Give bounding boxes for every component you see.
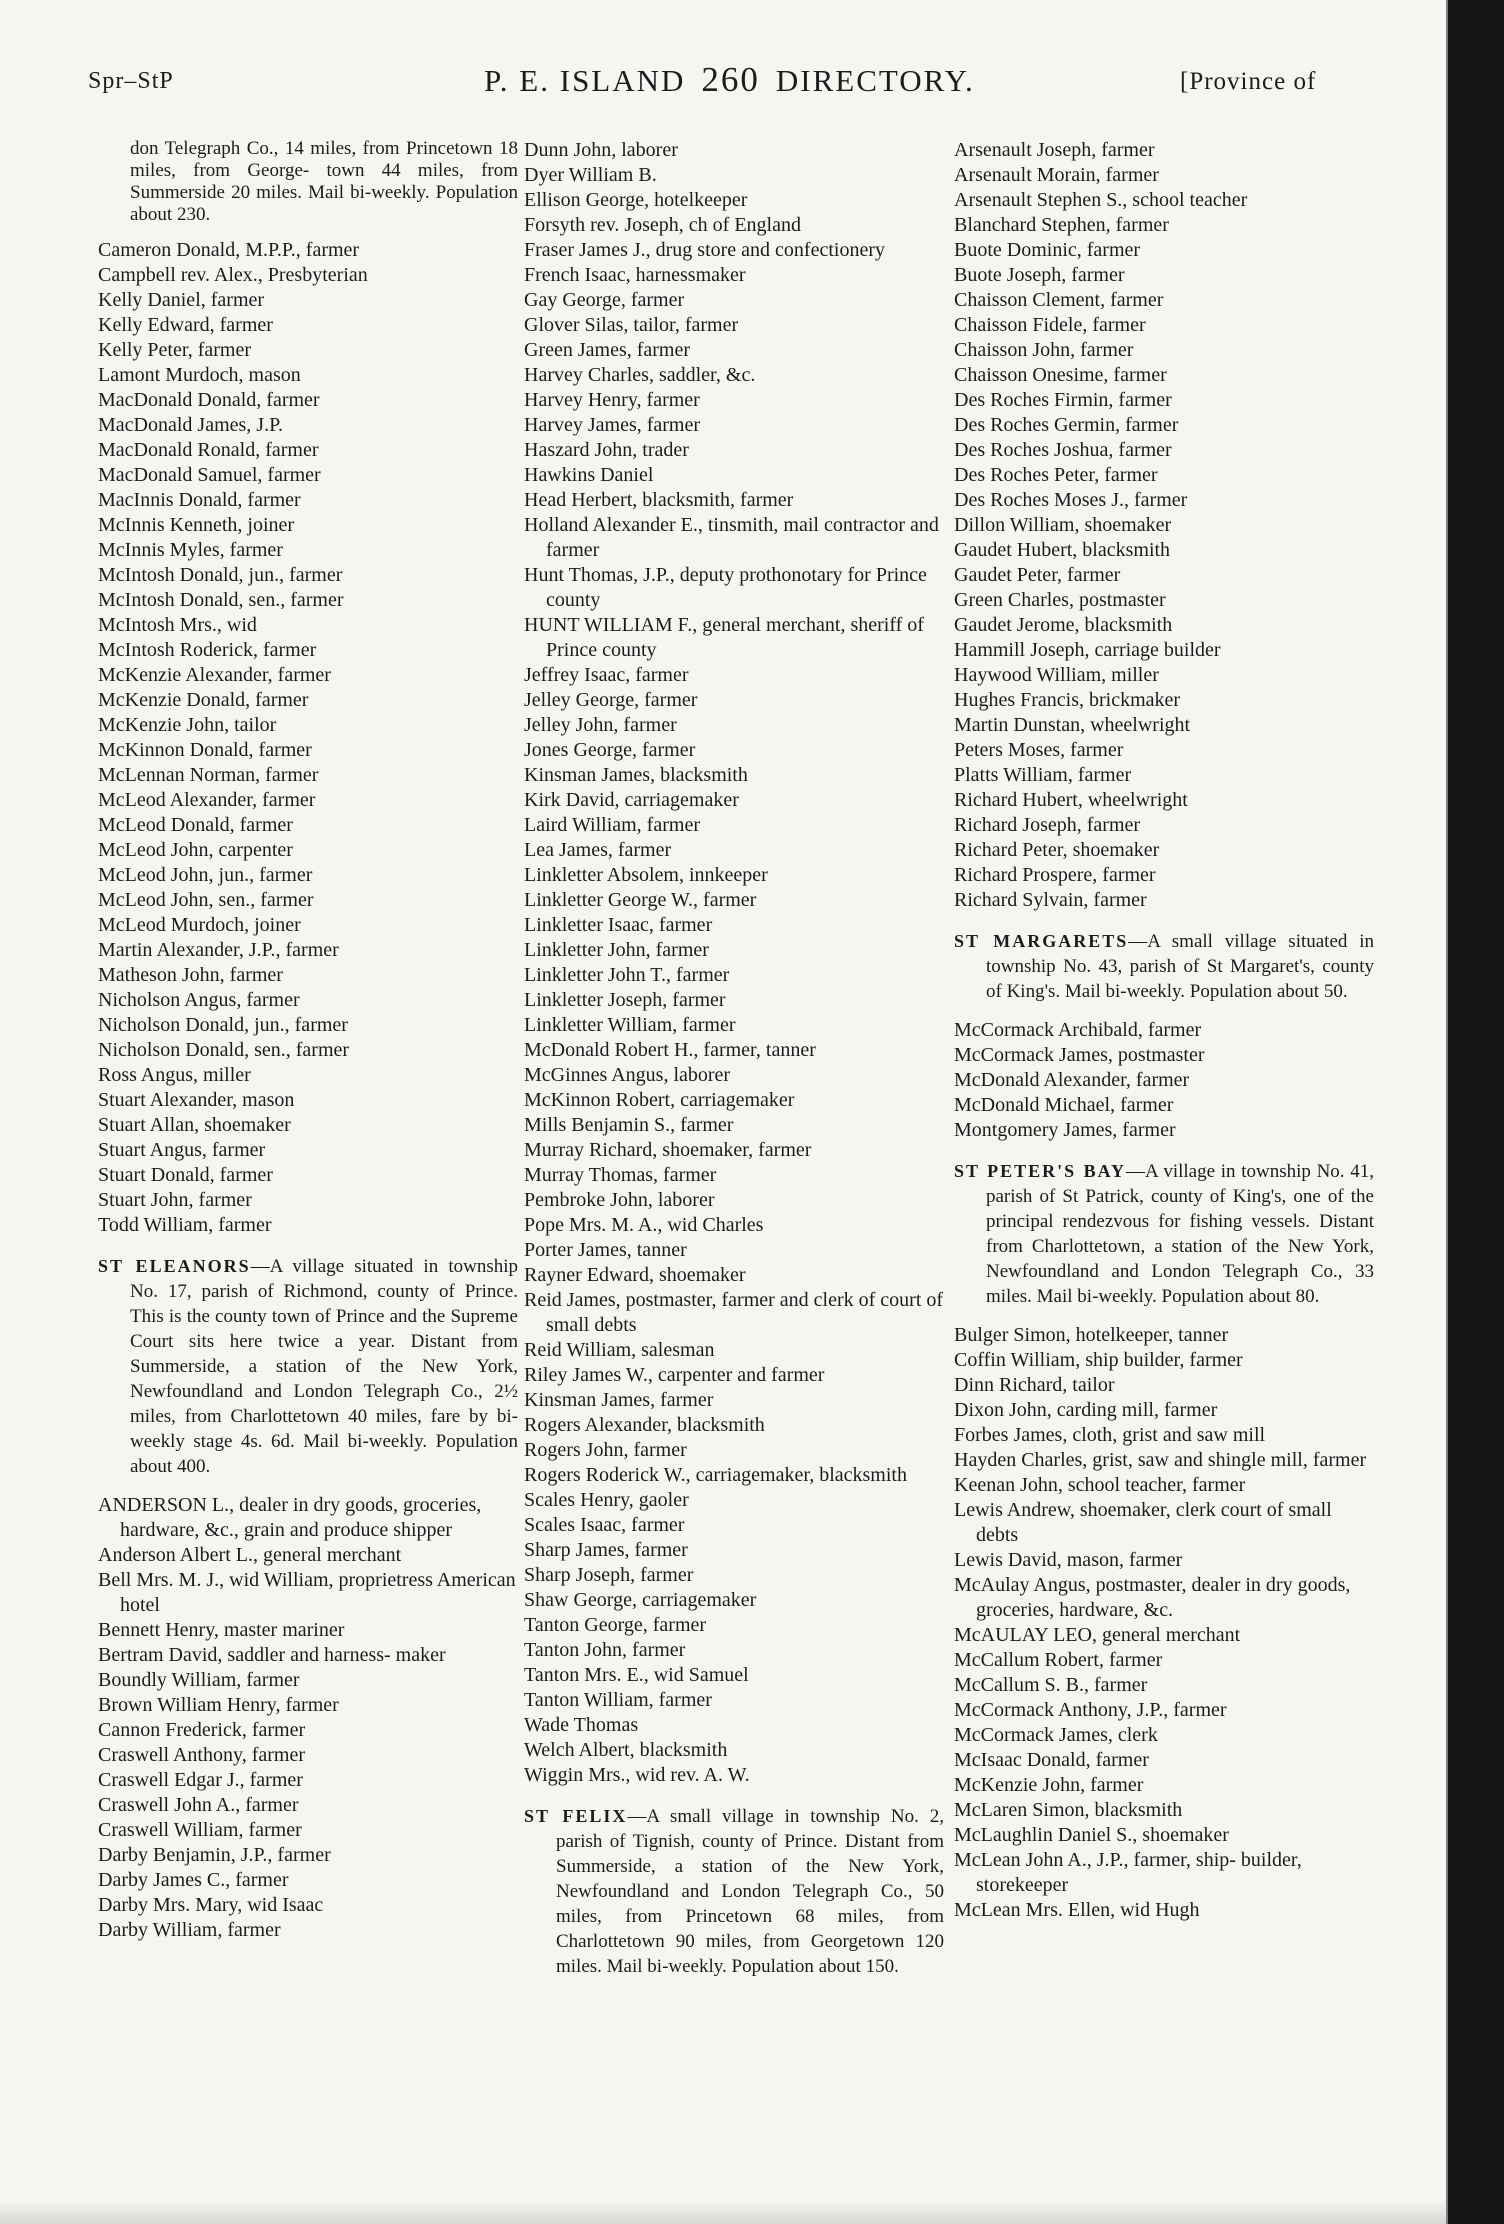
directory-entry: Chaisson Clement, farmer bbox=[954, 289, 1164, 311]
village-name: ST MARGARETS bbox=[954, 931, 1129, 951]
scan-border bbox=[1448, 0, 1504, 2224]
directory-entry: Stuart Angus, farmer bbox=[98, 1139, 266, 1161]
directory-entry: Arsenault Morain, farmer bbox=[954, 164, 1159, 186]
directory-entry: McIsaac Donald, farmer bbox=[954, 1749, 1149, 1771]
directory-entry: Forbes James, cloth, grist and saw mill bbox=[954, 1424, 1266, 1446]
directory-entry: McKinnon Robert, carriagemaker bbox=[524, 1089, 795, 1111]
directory-entry: McCormack James, clerk bbox=[954, 1724, 1158, 1746]
directory-entry: Hayden Charles, grist, saw and shingle mill, farmer bbox=[954, 1449, 1367, 1471]
directory-entry: Reid James, postmaster, farmer and clerk of court of small debts bbox=[524, 1289, 944, 1336]
directory-entry: Stuart Alexander, mason bbox=[98, 1089, 295, 1111]
directory-entry: Rogers Roderick W., carriagemaker, blacksmith bbox=[524, 1464, 907, 1486]
directory-entry: Welch Albert, blacksmith bbox=[524, 1739, 728, 1761]
directory-entry: Coffin William, ship builder, farmer bbox=[954, 1349, 1243, 1371]
directory-entry: Brown William Henry, farmer bbox=[98, 1694, 339, 1716]
directory-entry: McLeod Donald, farmer bbox=[98, 814, 293, 836]
directory-entry: McAULAY LEO, general merchant bbox=[954, 1624, 1241, 1646]
village-heading-st-felix bbox=[524, 1804, 944, 1979]
directory-entry: Linkletter John, farmer bbox=[524, 939, 709, 961]
directory-entry: Linkletter Joseph, farmer bbox=[524, 989, 726, 1011]
page-bottom-shadow bbox=[0, 2200, 1448, 2224]
directory-entry: Jones George, farmer bbox=[524, 739, 696, 761]
entry-list bbox=[98, 238, 518, 1238]
directory-entry: Nicholson Angus, farmer bbox=[98, 989, 300, 1011]
header-title bbox=[484, 60, 975, 100]
header-section-range: Spr–StP bbox=[88, 68, 174, 94]
directory-entry: Gaudet Jerome, blacksmith bbox=[954, 614, 1173, 636]
directory-entry: Haywood William, miller bbox=[954, 664, 1159, 686]
column-1 bbox=[98, 138, 518, 1943]
directory-entry: Blanchard Stephen, farmer bbox=[954, 214, 1169, 236]
directory-entry: Harvey Henry, farmer bbox=[524, 389, 700, 411]
directory-entry: Tanton Mrs. E., wid Samuel bbox=[524, 1664, 749, 1686]
directory-entry: Rayner Edward, shoemaker bbox=[524, 1264, 746, 1286]
directory-entry: ANDERSON L., dealer in dry goods, groceries, hardware, &c., grain and produce shipper bbox=[98, 1494, 482, 1541]
directory-entry: Linkletter William, farmer bbox=[524, 1014, 736, 1036]
directory-entry: Pembroke John, laborer bbox=[524, 1189, 715, 1211]
directory-entry: McLeod John, sen., farmer bbox=[98, 889, 314, 911]
directory-entry: Stuart John, farmer bbox=[98, 1189, 252, 1211]
directory-entry: Kelly Peter, farmer bbox=[98, 339, 252, 361]
directory-entry: McLaren Simon, blacksmith bbox=[954, 1799, 1183, 1821]
directory-entry: Lea James, farmer bbox=[524, 839, 672, 861]
directory-entry: McKenzie John, farmer bbox=[954, 1774, 1144, 1796]
directory-entry: Kinsman James, blacksmith bbox=[524, 764, 748, 786]
directory-entry: Sharp Joseph, farmer bbox=[524, 1564, 694, 1586]
directory-entry: Holland Alexander E., tinsmith, mail contractor and farmer bbox=[524, 514, 939, 561]
directory-entry: Linkletter George W., farmer bbox=[524, 889, 757, 911]
directory-entry: Richard Peter, shoemaker bbox=[954, 839, 1160, 861]
directory-entry: McIntosh Mrs., wid bbox=[98, 614, 257, 636]
directory-entry: Martin Dunstan, wheelwright bbox=[954, 714, 1191, 736]
directory-entry: MacInnis Donald, farmer bbox=[98, 489, 301, 511]
directory-entry: Wiggin Mrs., wid rev. A. W. bbox=[524, 1764, 750, 1786]
directory-entry: McCormack Anthony, J.P., farmer bbox=[954, 1699, 1227, 1721]
village-description: —A village in township No. 41, parish of St Patrick, county of King's, one of the principal rendezvous for fishing vessels. Distant from Charlottetown, a station of the New York, Newfoundland and London Telegraph Co., 33 miles. Mail bi-weekly. Population about 80. bbox=[986, 1161, 1374, 1307]
directory-entry: Hammill Joseph, carriage builder bbox=[954, 639, 1221, 661]
directory-entry: Todd William, farmer bbox=[98, 1214, 272, 1236]
entry-list bbox=[954, 1323, 1374, 1923]
directory-entry: Lamont Murdoch, mason bbox=[98, 364, 301, 386]
directory-entry: McKenzie Alexander, farmer bbox=[98, 664, 331, 686]
directory-entry: McIntosh Donald, sen., farmer bbox=[98, 589, 344, 611]
directory-entry: Cameron Donald, M.P.P., farmer bbox=[98, 239, 360, 261]
directory-entry: Richard Prospere, farmer bbox=[954, 864, 1156, 886]
directory-entry: McCormack Archibald, farmer bbox=[954, 1019, 1202, 1041]
directory-entry: Gay George, farmer bbox=[524, 289, 685, 311]
directory-entry: Buote Dominic, farmer bbox=[954, 239, 1141, 261]
directory-entry: Chaisson John, farmer bbox=[954, 339, 1134, 361]
directory-entry: Jeffrey Isaac, farmer bbox=[524, 664, 689, 686]
directory-entry: Dinn Richard, tailor bbox=[954, 1374, 1115, 1396]
directory-entry: McInnis Kenneth, joiner bbox=[98, 514, 295, 536]
directory-entry: Sharp James, farmer bbox=[524, 1539, 688, 1561]
directory-entry: MacDonald Ronald, farmer bbox=[98, 439, 319, 461]
directory-entry: Richard Joseph, farmer bbox=[954, 814, 1141, 836]
directory-entry: MacDonald Samuel, farmer bbox=[98, 464, 321, 486]
directory-entry: Matheson John, farmer bbox=[98, 964, 283, 986]
directory-entry: Kelly Daniel, farmer bbox=[98, 289, 265, 311]
directory-entry: Murray Richard, shoemaker, farmer bbox=[524, 1139, 812, 1161]
directory-entry: Lewis Andrew, shoemaker, clerk court of small debts bbox=[954, 1499, 1332, 1546]
directory-entry: Martin Alexander, J.P., farmer bbox=[98, 939, 339, 961]
directory-entry: Boundly William, farmer bbox=[98, 1669, 300, 1691]
directory-entry: Shaw George, carriagemaker bbox=[524, 1589, 757, 1611]
village-heading-st-eleanors bbox=[98, 1254, 518, 1479]
directory-entry: Kinsman James, farmer bbox=[524, 1389, 714, 1411]
running-header bbox=[88, 60, 1368, 116]
directory-entry: Stuart Donald, farmer bbox=[98, 1164, 273, 1186]
directory-entry: Glover Silas, tailor, farmer bbox=[524, 314, 739, 336]
directory-entry: Peters Moses, farmer bbox=[954, 739, 1124, 761]
directory-entry: Gaudet Hubert, blacksmith bbox=[954, 539, 1171, 561]
directory-entry: Gaudet Peter, farmer bbox=[954, 564, 1121, 586]
directory-entry: Bertram David, saddler and harness- maker bbox=[98, 1644, 446, 1666]
directory-entry: Des Roches Moses J., farmer bbox=[954, 489, 1188, 511]
directory-entry: Tanton John, farmer bbox=[524, 1639, 686, 1661]
directory-entry: McKenzie Donald, farmer bbox=[98, 689, 309, 711]
directory-entry: Head Herbert, blacksmith, farmer bbox=[524, 489, 794, 511]
village-description: —A village situated in township No. 17, parish of Richmond, county of Prince. This is the county town of Prince and the Supreme Court sits here twice a year. Distant from Summerside, a station of the New York, Newfoundland and London Telegraph Co., 2½ miles, from Charlottetown 40 miles, fare by bi-weekly stage 4s. 6d. Mail bi-weekly. Population about 400. bbox=[130, 1256, 518, 1477]
directory-entry: Forsyth rev. Joseph, ch of England bbox=[524, 214, 801, 236]
village-name: ST ELEANORS bbox=[98, 1256, 251, 1276]
entry-list bbox=[954, 1018, 1374, 1143]
directory-entry: Porter James, tanner bbox=[524, 1239, 687, 1261]
directory-entry: Des Roches Peter, farmer bbox=[954, 464, 1158, 486]
directory-entry: Tanton George, farmer bbox=[524, 1614, 707, 1636]
directory-entry: Chaisson Fidele, farmer bbox=[954, 314, 1146, 336]
directory-entry: MacDonald James, J.P. bbox=[98, 414, 283, 436]
header-title-right: DIRECTORY. bbox=[775, 63, 975, 98]
directory-entry: Dyer William B. bbox=[524, 164, 657, 186]
directory-entry: Riley James W., carpenter and farmer bbox=[524, 1364, 825, 1386]
directory-entry: McDonald Robert H., farmer, tanner bbox=[524, 1039, 816, 1061]
directory-entry: Des Roches Germin, farmer bbox=[954, 414, 1179, 436]
directory-entry: Fraser James J., drug store and confectionery bbox=[524, 239, 885, 261]
continued-village-description: don Telegraph Co., 14 miles, from Princetown 18 miles, from George- town 44 miles, from Summerside 20 miles. Mail bi-weekly. Population about 230. bbox=[130, 138, 518, 225]
directory-entry: Linkletter Absolem, innkeeper bbox=[524, 864, 768, 886]
directory-entry: Dixon John, carding mill, farmer bbox=[954, 1399, 1218, 1421]
directory-entry: Darby William, farmer bbox=[98, 1919, 281, 1941]
directory-entry: Buote Joseph, farmer bbox=[954, 264, 1125, 286]
directory-entry: Richard Sylvain, farmer bbox=[954, 889, 1147, 911]
village-name: ST PETER'S BAY bbox=[954, 1161, 1126, 1181]
directory-entry: Craswell William, farmer bbox=[98, 1819, 302, 1841]
directory-entry: Campbell rev. Alex., Presbyterian bbox=[98, 264, 368, 286]
directory-entry: Chaisson Onesime, farmer bbox=[954, 364, 1167, 386]
directory-entry: Murray Thomas, farmer bbox=[524, 1164, 717, 1186]
directory-entry: Platts William, farmer bbox=[954, 764, 1132, 786]
directory-entry: Craswell Edgar J., farmer bbox=[98, 1769, 303, 1791]
directory-entry: McLeod John, jun., farmer bbox=[98, 864, 313, 886]
directory-entry: McCallum Robert, farmer bbox=[954, 1649, 1163, 1671]
directory-entry: McLeod Alexander, farmer bbox=[98, 789, 316, 811]
directory-entry: McLean John A., J.P., farmer, ship- builder, storekeeper bbox=[954, 1849, 1302, 1896]
village-name: ST FELIX bbox=[524, 1806, 628, 1826]
directory-entry: MacDonald Donald, farmer bbox=[98, 389, 320, 411]
directory-entry: Hunt Thomas, J.P., deputy prothonotary for Prince county bbox=[524, 564, 927, 611]
directory-entry: Laird William, farmer bbox=[524, 814, 700, 836]
directory-entry: Keenan John, school teacher, farmer bbox=[954, 1474, 1246, 1496]
directory-entry: Richard Hubert, wheelwright bbox=[954, 789, 1188, 811]
directory-entry: McGinnes Angus, laborer bbox=[524, 1064, 731, 1086]
entry-list bbox=[98, 1493, 518, 1943]
directory-entry: Anderson Albert L., general merchant bbox=[98, 1544, 402, 1566]
directory-entry: Montgomery James, farmer bbox=[954, 1119, 1176, 1141]
directory-entry: Harvey Charles, saddler, &c. bbox=[524, 364, 756, 386]
directory-entry: Harvey James, farmer bbox=[524, 414, 701, 436]
directory-entry: McLean Mrs. Ellen, wid Hugh bbox=[954, 1899, 1200, 1921]
directory-entry: McLennan Norman, farmer bbox=[98, 764, 319, 786]
directory-entry: Darby Mrs. Mary, wid Isaac bbox=[98, 1894, 324, 1916]
directory-entry: McInnis Myles, farmer bbox=[98, 539, 283, 561]
column-3 bbox=[954, 138, 1374, 1923]
directory-entry: Wade Thomas bbox=[524, 1714, 639, 1736]
directory-entry: HUNT WILLIAM F., general merchant, sheriff of Prince county bbox=[524, 614, 924, 661]
directory-entry: McIntosh Donald, jun., farmer bbox=[98, 564, 343, 586]
directory-entry: Arsenault Stephen S., school teacher bbox=[954, 189, 1248, 211]
directory-entry: Stuart Allan, shoemaker bbox=[98, 1114, 291, 1136]
directory-entry: Nicholson Donald, sen., farmer bbox=[98, 1039, 350, 1061]
directory-entry: Cannon Frederick, farmer bbox=[98, 1719, 306, 1741]
directory-entry: Bulger Simon, hotelkeeper, tanner bbox=[954, 1324, 1229, 1346]
directory-entry: Lewis David, mason, farmer bbox=[954, 1549, 1183, 1571]
directory-entry: Des Roches Joshua, farmer bbox=[954, 439, 1172, 461]
directory-entry: Bennett Henry, master mariner bbox=[98, 1619, 345, 1641]
village-heading-st-margarets bbox=[954, 929, 1374, 1004]
directory-entry: Dunn John, laborer bbox=[524, 139, 678, 161]
directory-entry: Scales Henry, gaoler bbox=[524, 1489, 689, 1511]
directory-entry: Hawkins Daniel bbox=[524, 464, 654, 486]
directory-entry: Dillon William, shoemaker bbox=[954, 514, 1172, 536]
header-province: [Province of bbox=[1180, 68, 1317, 95]
directory-entry: Reid William, salesman bbox=[524, 1339, 715, 1361]
directory-entry: Bell Mrs. M. J., wid William, proprietress American hotel bbox=[98, 1569, 516, 1616]
village-heading-st-peters-bay bbox=[954, 1159, 1374, 1309]
column-2 bbox=[524, 138, 944, 1993]
page-number: 260 bbox=[701, 60, 760, 99]
directory-entry: Craswell Anthony, farmer bbox=[98, 1744, 305, 1766]
directory-entry: Scales Isaac, farmer bbox=[524, 1514, 685, 1536]
directory-entry: Jelley George, farmer bbox=[524, 689, 698, 711]
directory-entry: McKinnon Donald, farmer bbox=[98, 739, 312, 761]
directory-entry: Rogers John, farmer bbox=[524, 1439, 687, 1461]
entry-list bbox=[524, 138, 944, 1788]
directory-entry: McLaughlin Daniel S., shoemaker bbox=[954, 1824, 1229, 1846]
village-description: —A small village situated in township No. 43, parish of St Margaret's, county of King's. Mail bi-weekly. Population about 50. bbox=[986, 931, 1374, 1002]
directory-entry: Ellison George, hotelkeeper bbox=[524, 189, 748, 211]
directory-entry: McDonald Michael, farmer bbox=[954, 1094, 1174, 1116]
directory-entry: Rogers Alexander, blacksmith bbox=[524, 1414, 765, 1436]
directory-entry: Ross Angus, miller bbox=[98, 1064, 251, 1086]
directory-entry: Linkletter Isaac, farmer bbox=[524, 914, 713, 936]
directory-entry: Kirk David, carriagemaker bbox=[524, 789, 739, 811]
directory-entry: Pope Mrs. M. A., wid Charles bbox=[524, 1214, 764, 1236]
directory-entry: Tanton William, farmer bbox=[524, 1689, 712, 1711]
directory-entry: McLeod Murdoch, joiner bbox=[98, 914, 301, 936]
directory-entry: Haszard John, trader bbox=[524, 439, 689, 461]
directory-entry: Nicholson Donald, jun., farmer bbox=[98, 1014, 348, 1036]
directory-entry: McIntosh Roderick, farmer bbox=[98, 639, 317, 661]
directory-entry: Des Roches Firmin, farmer bbox=[954, 389, 1172, 411]
directory-entry: McCormack James, postmaster bbox=[954, 1044, 1205, 1066]
header-title-left: P. E. ISLAND bbox=[484, 63, 686, 98]
directory-entry: McAulay Angus, postmaster, dealer in dry goods, groceries, hardware, &c. bbox=[954, 1574, 1351, 1621]
directory-entry: McLeod John, carpenter bbox=[98, 839, 293, 861]
directory-entry: Craswell John A., farmer bbox=[98, 1794, 299, 1816]
directory-entry: Darby Benjamin, J.P., farmer bbox=[98, 1844, 331, 1866]
directory-entry: Arsenault Joseph, farmer bbox=[954, 139, 1155, 161]
directory-entry: Green James, farmer bbox=[524, 339, 691, 361]
directory-entry: Kelly Edward, farmer bbox=[98, 314, 273, 336]
directory-entry: McDonald Alexander, farmer bbox=[954, 1069, 1190, 1091]
directory-entry: Mills Benjamin S., farmer bbox=[524, 1114, 734, 1136]
village-description: —A small village in township No. 2, parish of Tignish, county of Prince. Distant from Summerside, a station of the New York, Newfoundland and London Telegraph Co., 50 miles, from Princetown 68 miles, from Charlottetown 90 miles, from Georgetown 120 miles. Mail bi-weekly. Population about 150. bbox=[556, 1806, 944, 1977]
entry-list bbox=[954, 138, 1374, 913]
directory-entry: Green Charles, postmaster bbox=[954, 589, 1166, 611]
directory-entry: Darby James C., farmer bbox=[98, 1869, 289, 1891]
directory-entry: McCallum S. B., farmer bbox=[954, 1674, 1148, 1696]
directory-entry: French Isaac, harnessmaker bbox=[524, 264, 746, 286]
directory-entry: McKenzie John, tailor bbox=[98, 714, 277, 736]
directory-entry: Linkletter John T., farmer bbox=[524, 964, 730, 986]
directory-entry: Jelley John, farmer bbox=[524, 714, 677, 736]
directory-entry: Hughes Francis, brickmaker bbox=[954, 689, 1181, 711]
